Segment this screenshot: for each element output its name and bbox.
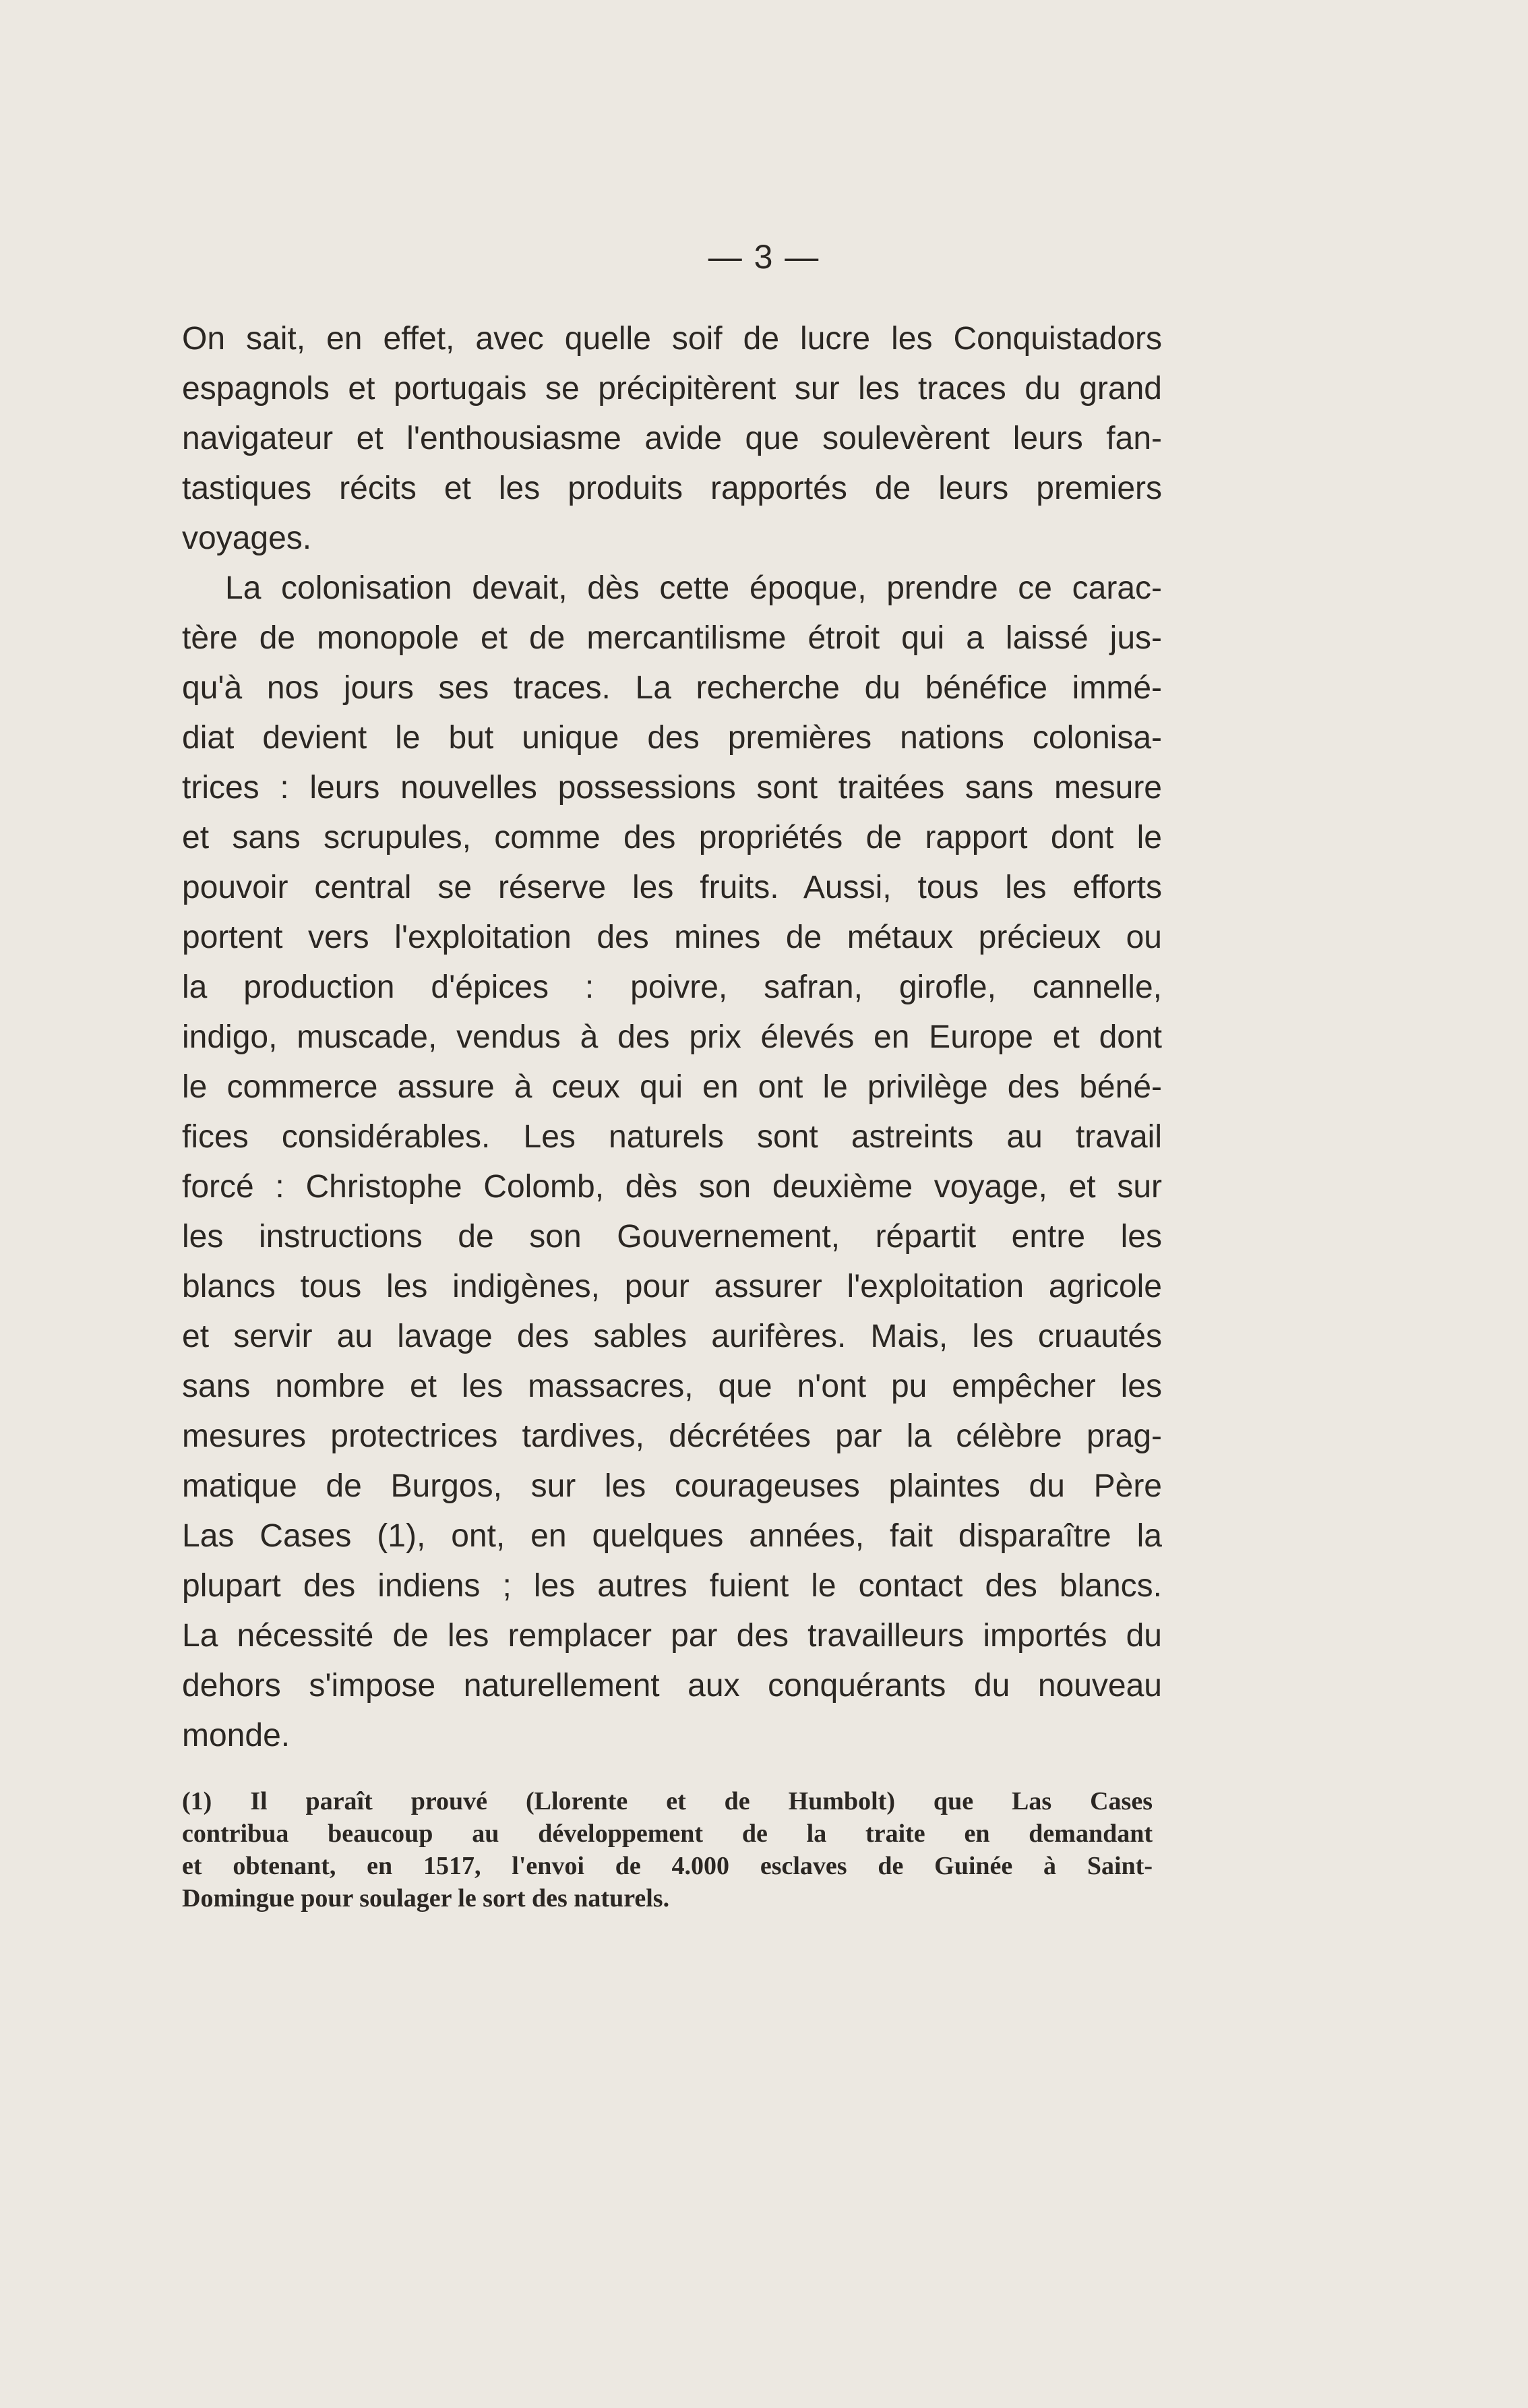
text-line: blancs tous les indigènes, pour assurer l'exploitation agricole xyxy=(182,1269,1162,1304)
text-line: pouvoir central se réserve les fruits. Aussi, tous les efforts xyxy=(182,870,1162,905)
text-line: trices : leurs nouvelles possessions sont traitées sans mesure xyxy=(182,770,1162,806)
text-line: diat devient le but unique des premières nations colonisa- xyxy=(182,720,1162,756)
footnote-reference-line: Las Cases (1), ont, en quelques années, fait disparaître la xyxy=(182,1518,1162,1554)
text-line: mesures protectrices tardives, décrétées par la célèbre prag- xyxy=(182,1418,1162,1454)
text-line: le commerce assure à ceux qui en ont le privilège des béné- xyxy=(182,1069,1162,1105)
page-number: — 3 — xyxy=(708,238,820,276)
text-line: La colonisation devait, dès cette époque, prendre ce carac- xyxy=(225,570,1162,606)
text-line: tastiques récits et les produits rapportés de leurs premiers xyxy=(182,471,1162,506)
footnote-line: et obtenant, en 1517, l'envoi de 4.000 esclaves de Guinée à Saint- xyxy=(182,1852,1153,1880)
text-line: plupart des indiens ; les autres fuient le contact des blancs. xyxy=(182,1568,1162,1604)
text-line: matique de Burgos, sur les courageuses plaintes du Père xyxy=(182,1468,1162,1504)
text-line: et sans scrupules, comme des propriétés de rapport dont le xyxy=(182,820,1162,855)
text-line: qu'à nos jours ses traces. La recherche du bénéfice immé- xyxy=(182,670,1162,706)
text-line: indigo, muscade, vendus à des prix élevés en Europe et dont xyxy=(182,1019,1162,1055)
text-line: et servir au lavage des sables aurifères. Mais, les cruautés xyxy=(182,1319,1162,1354)
text-line: la production d'épices : poivre, safran, girofle, cannelle, xyxy=(182,969,1162,1005)
text-line: portent vers l'exploitation des mines de métaux précieux ou xyxy=(182,920,1162,955)
footnote-line: Domingue pour soulager le sort des naturels. xyxy=(182,1884,670,1913)
main-text xyxy=(182,314,1162,1761)
text-line: forcé : Christophe Colomb, dès son deuxième voyage, et sur xyxy=(182,1169,1162,1205)
text-line: monde. xyxy=(182,1718,291,1753)
text-line: navigateur et l'enthousiasme avide que soulevèrent leurs fan- xyxy=(182,421,1162,456)
text-line: dehors s'impose naturellement aux conquérants du nouveau xyxy=(182,1668,1162,1704)
text-line: sans nombre et les massacres, que n'ont pu empêcher les xyxy=(182,1368,1162,1404)
footnote-line: contribua beaucoup au développement de la traite en demandant xyxy=(182,1819,1153,1848)
text-line: les instructions de son Gouvernement, répartit entre les xyxy=(182,1219,1162,1255)
footnote xyxy=(182,1785,1153,1915)
text-line: tère de monopole et de mercantilisme étroit qui a laissé jus- xyxy=(182,620,1162,656)
text-line: fices considérables. Les naturels sont astreints au travail xyxy=(182,1119,1162,1155)
text-line: La nécessité de les remplacer par des travailleurs importés du xyxy=(182,1618,1162,1654)
footnote-line: (1) Il paraît prouvé (Llorente et de Humbolt) que Las Cases xyxy=(182,1787,1153,1815)
text-line: voyages. xyxy=(182,520,312,556)
text-line: On sait, en effet, avec quelle soif de lucre les Conquistadors xyxy=(182,321,1162,357)
text-line: espagnols et portugais se précipitèrent sur les traces du grand xyxy=(182,371,1162,407)
